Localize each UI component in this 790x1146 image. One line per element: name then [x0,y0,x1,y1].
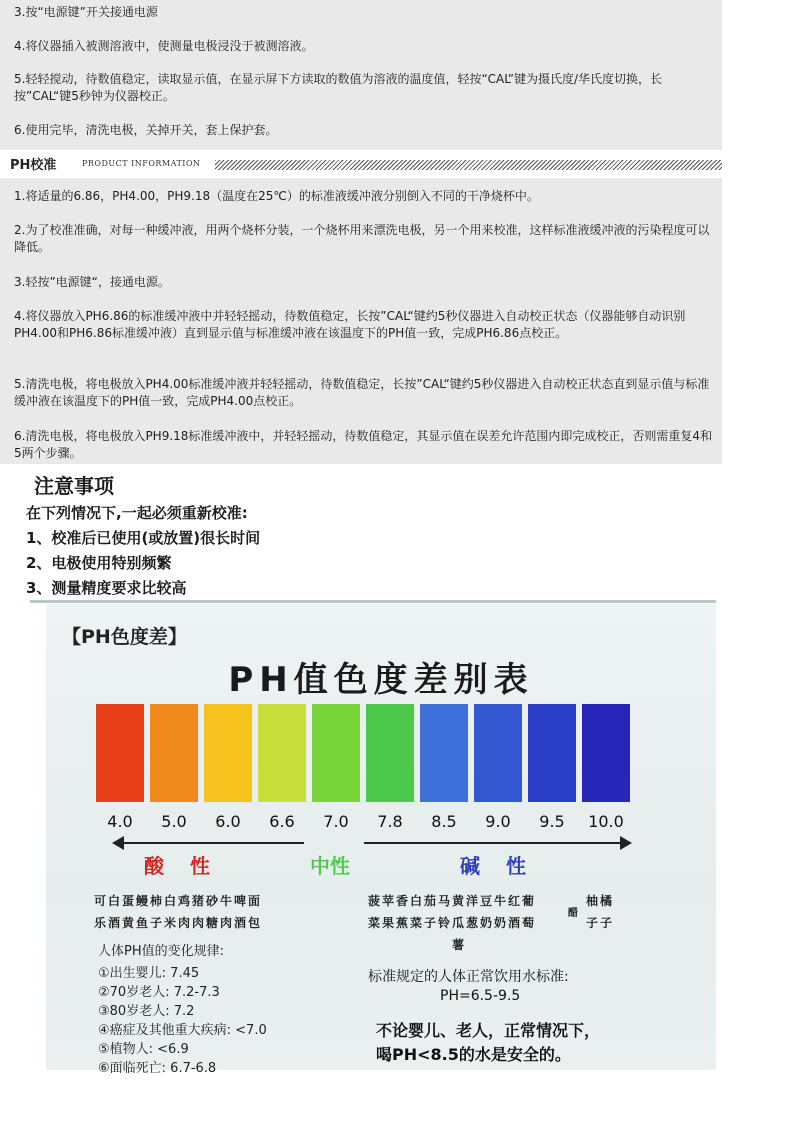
ph-bar-8-5 [420,704,468,802]
ph-label-4-0: 4.0 [107,812,133,831]
ph-bar-6-0 [204,704,252,802]
ph-label-8-5: 8.5 [431,812,457,831]
alkaline-arrow-head [620,836,632,850]
calib-step-3: 3.轻按”电源键“，接通电源。 [14,275,170,289]
body-ph-item: ⑥面临死亡: 6.7-6.8 [98,1061,217,1076]
calib-step-1: 1.将适量的6.86，PH4.00，PH9.18（温度在25℃）的标准液缓冲液分别倒入不同的干净烧杯中。 [14,189,539,203]
alkaline-foods-row-2: 菜果蕉菜子铃瓜葱奶奶酒萄 [368,916,537,930]
body-ph-title: 人体PH值的变化规律: [98,944,224,959]
neutral-label: 中性 [310,854,350,878]
calib-step-5: 5.清洗电极，将电极放入PH4.00标准缓冲液并轻轻摇动，待数值稳定，长按”CAL“键约5秒仪器进入自动校正状态直到显示值与标准缓冲液在该温度下的PH值一致，完成PH4.00点校正。 [14,377,710,408]
ph-bar-4-0 [96,704,144,802]
usage-step-4: 4.将仪器插入被测溶液中，使测量电极浸没于被测溶液。 [14,39,314,53]
alkaline-arrow-line [364,842,622,844]
calibration-steps-panel [0,178,722,464]
safe-water-line-1: 不论婴儿、老人，正常情况下， [376,1021,601,1040]
body-ph-item: ④癌症及其他重大疾病: <7.0 [98,1023,267,1038]
alkaline-foods-col-1: 柚橘 [586,894,615,908]
body-ph-item: ①出生婴儿: 7.45 [98,966,200,981]
ph-bar-9-5 [528,704,576,802]
ph-color-chart [46,604,716,1076]
usage-step-5: 5.轻轻搅动，待数值稳定，读取显示值，在显示屏下方读取的数值为溶液的温度值，轻按“CAL”键为摄氏度/华氏度切换，长按”CAL“键5秒钟为仪器校正。 [14,72,663,103]
ph-calibration-title: PH校准 [10,158,57,173]
alkaline-foods-row-1: 菠苹香白茄马黄洋豆牛红葡 [368,894,537,908]
ph-label-9-5: 9.5 [539,812,565,831]
notes-intro: 在下列情况下,一起必须重新校准: [26,504,248,522]
chart-title: PH值色度差别表 [228,660,534,700]
ph-label-10-0: 10.0 [588,812,624,831]
calib-step-2: 2.为了校准准确，对每一种缓冲液，用两个烧杯分装，一个烧杯用来漂洗电极，另一个用来校准，这样标准液缓冲液的污染程度可以降低。 [14,223,710,254]
product-information-label: PRODUCT INFORMATION [82,159,201,168]
ph-bar-7-8 [366,704,414,802]
water-standard-value: PH=6.5-9.5 [440,988,521,1004]
calib-step-6: 6.清洗电极，将电极放入PH9.18标准缓冲液中，并轻轻摇动，待数值稳定，其显示值在误差允许范围内即完成校正，否则需重复4和5两个步骤。 [14,429,713,460]
ph-label-9-0: 9.0 [485,812,511,831]
ph-label-6-6: 6.6 [269,812,295,831]
notes-item-2: 2、电极使用特别频繁 [26,554,172,572]
acid-arrow-line [122,842,304,844]
body-ph-item: ②70岁老人: 7.2-7.3 [98,985,220,1000]
ph-label-7-0: 7.0 [323,812,349,831]
usage-step-3: 3.按“电源键”开关接通电源 [14,5,158,19]
chart-tag: 【PH色度差】 [62,626,187,648]
notes-divider [30,600,716,603]
header-hatch-divider [215,160,722,170]
acid-foods-row-1: 可白蛋鳗柿白鸡猪砂牛啤面 [94,894,263,908]
safe-water-line-2: 喝PH<8.5的水是安全的。 [376,1045,571,1064]
body-ph-item: ⑤植物人: <6.9 [98,1042,189,1057]
usage-step-6: 6.使用完毕，清洗电极，关掉开关，套上保护套。 [14,123,278,137]
ph-label-7-8: 7.8 [377,812,403,831]
alkaline-foods-vinegar: 醋 [568,908,580,919]
ph-bar-10-0 [582,704,630,802]
alkaline-foods-row-3: 薯 [452,938,467,952]
ph-label-5-0: 5.0 [161,812,187,831]
ph-calibration-header [10,154,722,176]
ph-bar-6-6 [258,704,306,802]
ph-bar-7-0 [312,704,360,802]
notes-title: 注意事项 [34,474,114,498]
acid-foods-row-2: 乐酒黄鱼子米肉肉糖肉酒包 [94,916,263,930]
calib-step-4: 4.将仪器放入PH6.86的标准缓冲液中并轻轻摇动，待数值稳定，长按”CAL“键约5秒仪器进入自动校正状态（仪器能够自动识别PH4.00和PH6.86标准缓冲液）直到显示值与标准缓冲液在该温度下的PH值一致，完成PH6.86点校正。 [14,309,686,340]
ph-label-6-0: 6.0 [215,812,241,831]
water-standard-title: 标准规定的人体正常饮用水标准: [368,969,569,985]
body-ph-item: ③80岁老人: 7.2 [98,1004,195,1019]
usage-steps-panel [0,0,722,150]
ph-bar-5-0 [150,704,198,802]
notes-item-3: 3、测量精度要求比较高 [26,579,187,597]
notes-item-1: 1、校准后已使用(或放置)很长时间 [26,529,261,547]
ph-bar-9-0 [474,704,522,802]
acid-label: 酸性 [144,854,236,878]
alkaline-label: 碱性 [460,854,552,878]
alkaline-foods-col-2: 子子 [586,916,615,930]
